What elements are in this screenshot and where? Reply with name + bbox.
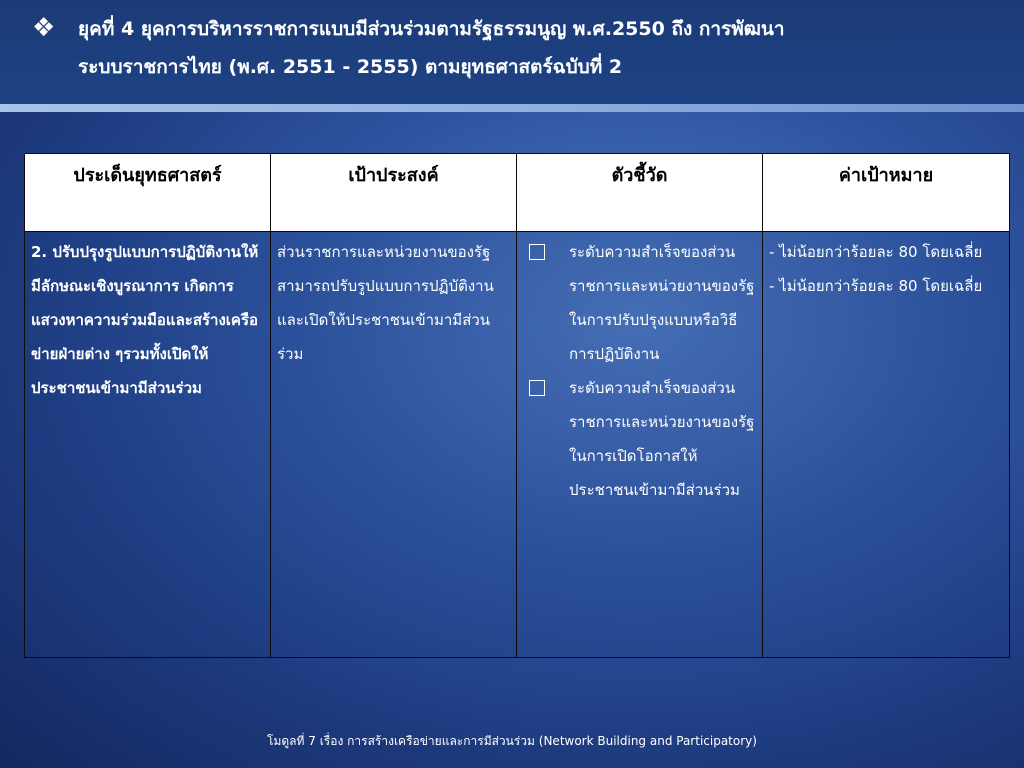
- slide-title: [78, 10, 1008, 86]
- indicator-item: [523, 371, 756, 507]
- header-objective: เป้าประสงค์: [271, 154, 517, 232]
- slide-title-line-2: ระบบราชการไทย (พ.ศ. 2551 - 2555) ตามยุทธศาสตร์ฉบับที่ 2: [78, 56, 623, 78]
- indicator-text: ระดับความสำเร็จของส่วนราชการและหน่วยงานของรัฐในการปรับปรุงแบบหรือวิธีการปฏิบัติงาน: [569, 243, 755, 363]
- cell-indicators: [517, 232, 763, 658]
- cell-objective: ส่วนราชการและหน่วยงานของรัฐสามารถปรับรูปแบบการปฏิบัติงานและเปิดให้ประชาชนเข้ามามีส่วนร่วม: [271, 232, 517, 658]
- target-item: - ไม่น้อยกว่าร้อยละ 80 โดยเฉลี่ย: [769, 277, 983, 295]
- header-indicator: ตัวชี้วัด: [517, 154, 763, 232]
- target-item: - ไม่น้อยกว่าร้อยละ 80 โดยเฉลี่ย: [769, 243, 983, 261]
- indicator-item: [523, 235, 756, 371]
- checkbox-icon: [529, 244, 545, 260]
- checkbox-icon: [529, 380, 545, 396]
- cell-strategic-issue: 2. ปรับปรุงรูปแบบการปฏิบัติงานให้มีลักษณะเชิงบูรณาการ เกิดการแสวงหาความร่วมมือและสร้างเครือข่ายฝ่ายต่าง ๆรวมทั้งเปิดให้ประชาชนเข้ามามีส่วนร่วม: [25, 232, 271, 658]
- indicator-text: ระดับความสำเร็จของส่วนราชการและหน่วยงานของรัฐในการเปิดโอกาสให้ประชาชนเข้ามามีส่วนร่วม: [569, 379, 755, 499]
- cell-targets: [763, 232, 1010, 658]
- slide-title-line-1: ยุคที่ 4 ยุคการบริหารราชการแบบมีส่วนร่วมตามรัฐธรรมนูญ พ.ศ.2550 ถึง การพัฒนา: [78, 18, 785, 40]
- table-row: [25, 232, 1010, 658]
- diamond-cluster-icon: ❖: [32, 13, 56, 43]
- strategy-table: [24, 153, 1010, 658]
- title-divider: [0, 104, 1024, 112]
- table-header-row: [25, 154, 1010, 232]
- header-target: ค่าเป้าหมาย: [763, 154, 1010, 232]
- slide-footer: โมดูลที่ 7 เรื่อง การสร้างเครือข่ายและการมีส่วนร่วม (Network Building and Participatory): [267, 734, 757, 748]
- header-strategic-issue: ประเด็นยุทธศาสตร์: [25, 154, 271, 232]
